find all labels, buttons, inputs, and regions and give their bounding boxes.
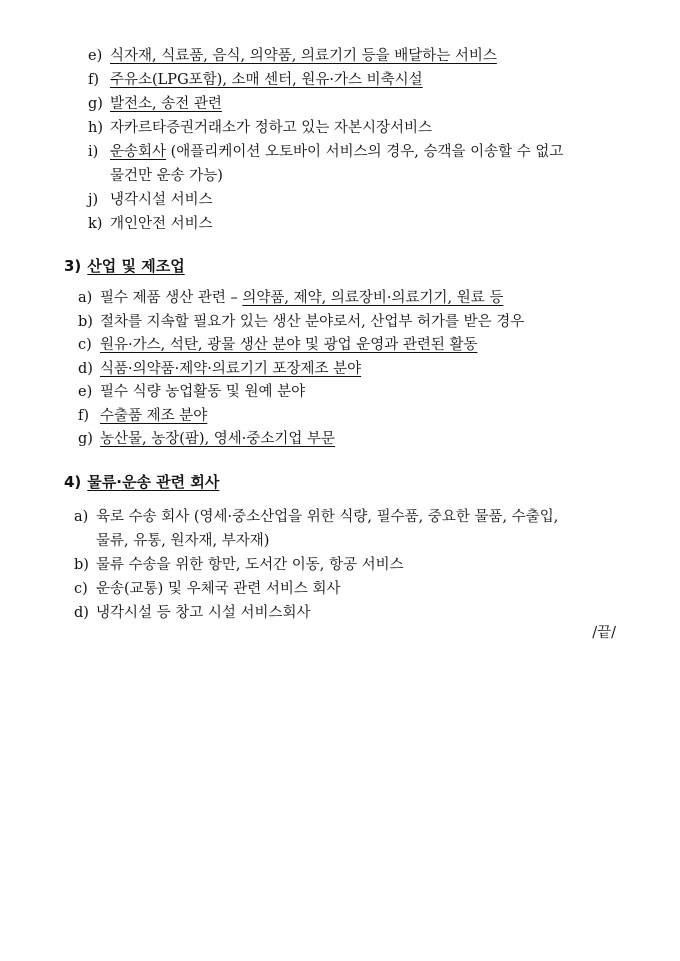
list-item-marker: c) xyxy=(78,337,92,353)
list-item xyxy=(78,380,305,404)
list-item-text: 운송회사 xyxy=(110,144,167,160)
list-item-marker: h) xyxy=(88,120,103,136)
list-item-marker: i) xyxy=(88,144,99,160)
list-item-marker: g) xyxy=(88,96,103,112)
list-item-text: 냉각시설 서비스 xyxy=(110,192,213,208)
section-4-heading xyxy=(64,470,219,494)
list-item xyxy=(74,577,340,601)
section-3-heading xyxy=(64,254,185,278)
list-item-text: 자카르타증권거래소가 정하고 있는 자본시장서비스 xyxy=(110,120,432,136)
list-item-text: 식자재, 식료품, 음식, 의약품, 의료기기 등을 배달하는 서비스 xyxy=(110,48,497,64)
section-4-number: 4) xyxy=(64,473,82,491)
list-item-text: 필수 식량 농업활동 및 원예 분야 xyxy=(100,384,306,400)
section-3-title: 산업 및 제조업 xyxy=(87,257,185,275)
list-item-marker: b) xyxy=(74,557,89,573)
list-item xyxy=(88,188,213,212)
list-item-marker: a) xyxy=(74,509,89,525)
list-item-text: 필수 제품 생산 관련 – xyxy=(100,290,243,306)
list-item-text: 운송(교통) 및 우체국 관련 서비스 회사 xyxy=(96,581,341,597)
list-item-marker: d) xyxy=(74,605,89,621)
list-item-marker: e) xyxy=(88,48,103,64)
list-item-text: 개인안전 서비스 xyxy=(110,216,213,232)
list-item-text: 식품·의약품·제약·의료기기 포장제조 분야 xyxy=(100,360,362,377)
list-item-marker: d) xyxy=(78,360,93,377)
list-item-text: 육로 수송 회사 (영세·중소산업을 위한 식량, 필수품, 중요한 물품, 수출입, xyxy=(96,509,559,525)
list-item-text: 수출품 제조 분야 xyxy=(100,407,208,424)
list-item-marker: f) xyxy=(78,407,90,424)
list-item xyxy=(88,68,423,92)
list-item-text: 절차를 지속할 필요가 있는 생산 분야로서, 산업부 허가를 받은 경우 xyxy=(100,313,525,330)
list-item-text: 주유소(LPG포함), 소매 센터, 원유·가스 비축시설 xyxy=(110,72,423,88)
list-item xyxy=(74,601,311,625)
list-item-text: (애플리케이션 오토바이 서비스의 경우, 승객을 이송할 수 없고 xyxy=(166,144,564,160)
list-item xyxy=(78,427,335,451)
list-item-marker: k) xyxy=(88,216,103,232)
list-item-text: 농산물, 농장(팜), 영세·중소기업 부문 xyxy=(100,431,336,447)
list-item-text: 물류 수송을 위한 항만, 도서간 이동, 항공 서비스 xyxy=(96,557,404,573)
list-item xyxy=(78,310,524,334)
list-item xyxy=(88,44,497,68)
list-item-text: 의약품, 제약, 의료장비·의료기기, 원료 등 xyxy=(242,290,504,306)
list-item-continuation xyxy=(96,529,269,553)
list-item-marker: j) xyxy=(88,192,99,208)
list-item-marker: c) xyxy=(74,581,88,597)
list-item-text: 물건만 운송 가능) xyxy=(110,168,223,184)
list-item-text: 원유·가스, 석탄, 광물 생산 분야 및 광업 운영과 관련된 활동 xyxy=(100,337,478,353)
list-item-marker: a) xyxy=(78,290,93,306)
list-item-text: 발전소, 송전 관련 xyxy=(110,96,222,112)
list-item xyxy=(88,212,213,236)
section-4-title: 물류·운송 관련 회사 xyxy=(87,473,220,491)
list-item xyxy=(74,553,404,577)
list-item-marker: b) xyxy=(78,313,93,330)
list-item xyxy=(88,92,222,116)
list-item xyxy=(74,505,558,529)
list-item-text: 냉각시설 등 창고 시설 서비스회사 xyxy=(96,605,311,621)
list-item xyxy=(78,357,361,381)
list-item xyxy=(78,286,503,310)
list-item-marker: e) xyxy=(78,384,93,400)
list-item xyxy=(78,333,477,357)
list-item xyxy=(88,116,432,140)
list-item xyxy=(78,404,207,428)
list-item-continuation xyxy=(110,164,223,188)
section-3-number: 3) xyxy=(64,257,82,275)
list-item xyxy=(88,140,563,164)
end-mark: /끝/ xyxy=(592,625,616,641)
list-item-marker: g) xyxy=(78,431,93,447)
list-item-marker: f) xyxy=(88,72,100,88)
list-item-text: 물류, 유통, 원자재, 부자재) xyxy=(96,533,270,549)
